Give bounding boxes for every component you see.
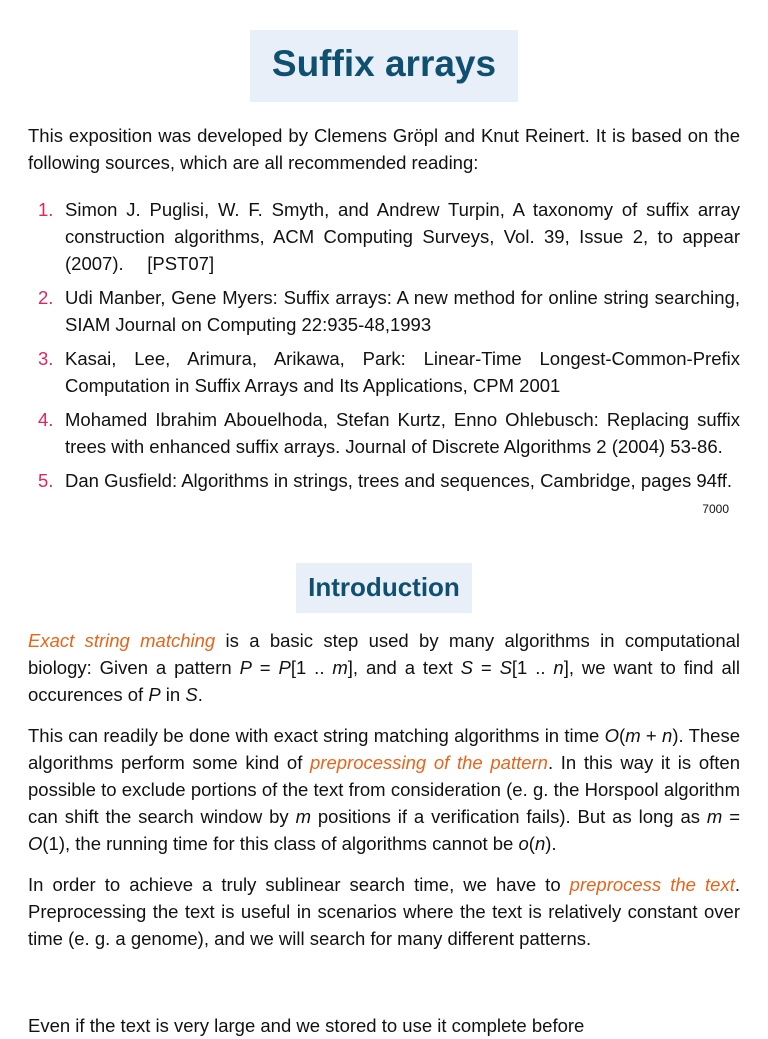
reference-text: Dan Gusfield: Algorithms in strings, trees and sequences, Cambridge, pages 94ff. [65,470,733,491]
highlighted-term: preprocessing of the pattern [310,752,548,773]
reference-list [28,196,740,494]
highlighted-term: preprocess the text [569,874,735,895]
list-number: 3. [38,348,54,369]
document-page [28,0,740,952]
list-number: 2. [38,287,54,308]
highlighted-term: Exact string matching [28,630,216,651]
page-title: Suffix arrays [250,30,518,102]
reference-text: Mohamed Ibrahim Abouelhoda, Stefan Kurtz, Enno Ohlebusch: Replacing suffix trees with enhanced suffix arrays. Journal of Discrete Algorithms 2 (2004) 53-86. [65,409,740,457]
slide-number: 7000 [702,502,729,516]
paragraph-preprocessing-pattern: This can readily be done with exact string matching algorithms in time O(m + n). These algorithms perform some kind of preprocessing of the pattern. In this way it is often possible to exclude portions of the text from consideration (e. g. the Horspool algorithm can shift the search window by m positions if a verification fails). But as long as m = O(1), the running time for this class of algorithms cannot be o(n). [28,725,741,854]
paragraph-preprocessing-text: In order to achieve a truly sublinear search time, we have to preprocess the text. Preprocessing the text is useful in scenarios where the text is relatively constant over time (e. g. a genome), and we will search for many different patterns. [28,874,740,949]
section-title: Introduction [296,563,472,613]
list-number: 1. [38,199,54,220]
reference-text: Kasai, Lee, Arimura, Arikawa, Park: Linear-Time Longest-Common-Prefix Computation in Suffix Arrays and Its Applications, CPM 2001 [65,348,740,396]
intro-paragraph: This exposition was developed by Clemens Gröpl and Knut Reinert. It is based on the following sources, which are all recommended reading: [28,125,740,173]
list-item [28,196,740,277]
list-item [28,345,740,399]
list-number: 4. [38,409,54,430]
reference-text: Simon J. Puglisi, W. F. Smyth, and Andrew Turpin, A taxonomy of suffix array construction algorithms, ACM Computing Surveys, Vol. 39, Issue 2, to appear (2007). [PST07] [65,199,740,274]
list-item [28,406,740,460]
list-number: 5. [38,470,54,491]
cutoff-text-line: Even if the text is very large and we stored to use it complete before [28,1015,585,1036]
paragraph-exact-matching: Exact string matching is a basic step used by many algorithms in computational biology: Given a pattern P = P[1 .. m], and a text S = S[1 .. n], we want to find all occurences of P in S. [28,630,741,705]
list-item [28,467,740,494]
list-item [28,284,740,338]
reference-text: Udi Manber, Gene Myers: Suffix arrays: A new method for online string searching, SIAM Journal on Computing 22:935-48,1993 [65,287,740,335]
